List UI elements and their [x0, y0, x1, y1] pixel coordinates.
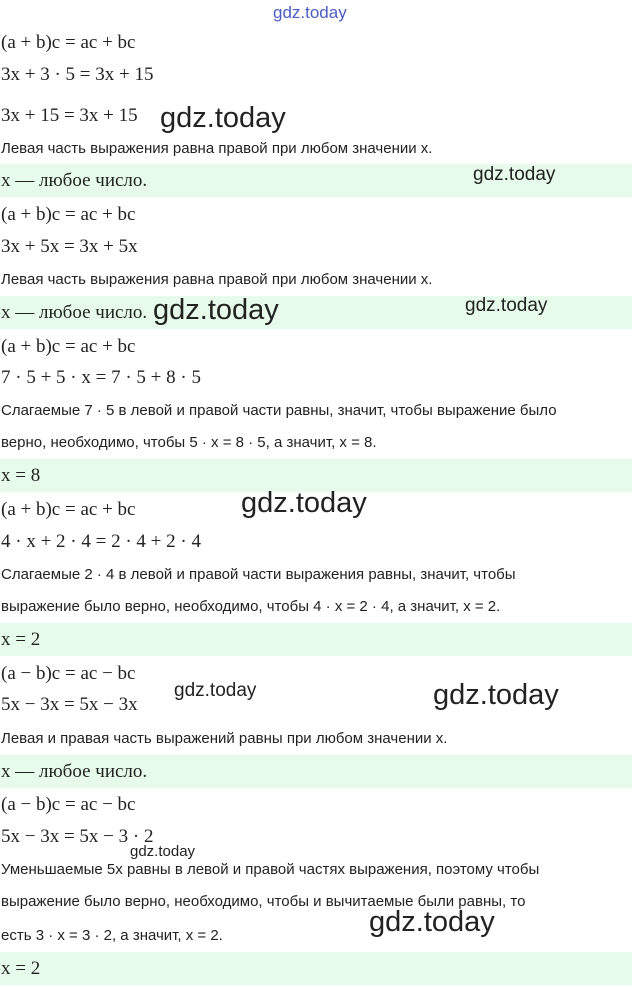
explanation-text: Слагаемые 2 · 4 в левой и правой части выражения равны, значит, чтобы [1, 566, 516, 583]
watermark: gdz.today [241, 487, 367, 519]
explanation-text: есть 3 · x = 3 · 2, а значит, x = 2. [1, 927, 223, 944]
answer-text: x — любое число. [1, 302, 148, 323]
formula-line: 3x + 5x = 3x + 5x [1, 236, 138, 257]
answer-band [0, 952, 632, 985]
formula-line: (a + b)c = ac + bc [1, 336, 136, 357]
answer-band [0, 623, 632, 656]
explanation-text: Слагаемые 7 · 5 в левой и правой части равны, значит, чтобы выражение было [1, 402, 557, 419]
watermark: gdz.today [174, 680, 257, 701]
formula-line: 5x − 3x = 5x − 3 · 2 [1, 826, 154, 847]
answer-text: x — любое число. [1, 170, 148, 191]
explanation-text: Левая часть выражения равна правой при любом значении x. [1, 271, 433, 288]
explanation-text: выражение было верно, необходимо, чтобы и вычитаемые были равны, то [1, 893, 526, 910]
formula-line: (a − b)c = ac − bc [1, 794, 136, 815]
formula-line: 4 · x + 2 · 4 = 2 · 4 + 2 · 4 [1, 531, 201, 552]
answer-text: x = 2 [1, 958, 41, 979]
answer-text: x = 2 [1, 629, 41, 650]
watermark-top: gdz.today [273, 3, 347, 22]
watermark: gdz.today [473, 164, 556, 185]
formula-line: (a − b)c = ac − bc [1, 663, 136, 684]
explanation-text: Левая и правая часть выражений равны при любом значении x. [1, 730, 448, 747]
watermark: gdz.today [130, 843, 196, 860]
formula-line: 5x − 3x = 5x − 3x [1, 694, 138, 715]
watermark: gdz.today [160, 102, 286, 134]
formula-line: (a + b)c = ac + bc [1, 32, 136, 53]
watermark: gdz.today [465, 295, 548, 316]
explanation-text: выражение было верно, необходимо, чтобы 4 · x = 2 · 4, а значит, x = 2. [1, 598, 501, 615]
watermark: gdz.today [153, 294, 279, 326]
watermark: gdz.today [433, 679, 559, 711]
answer-text: x — любое число. [1, 761, 148, 782]
formula-line: (a + b)c = ac + bc [1, 204, 136, 225]
answer-band [0, 755, 632, 788]
formula-line: 3x + 15 = 3x + 15 [1, 105, 138, 126]
explanation-text: верно, необходимо, чтобы 5 · x = 8 · 5, а значит, x = 8. [1, 434, 377, 451]
formula-line: (a + b)c = ac + bc [1, 499, 136, 520]
explanation-text: Уменьшаемые 5x равны в левой и правой частях выражения, поэтому чтобы [1, 861, 540, 878]
watermark: gdz.today [369, 906, 495, 938]
answer-text: x = 8 [1, 465, 41, 486]
explanation-text: Левая часть выражения равна правой при любом значении x. [1, 140, 433, 157]
formula-line: 7 · 5 + 5 · x = 7 · 5 + 8 · 5 [1, 367, 201, 388]
formula-line: 3x + 3 · 5 = 3x + 15 [1, 64, 154, 85]
